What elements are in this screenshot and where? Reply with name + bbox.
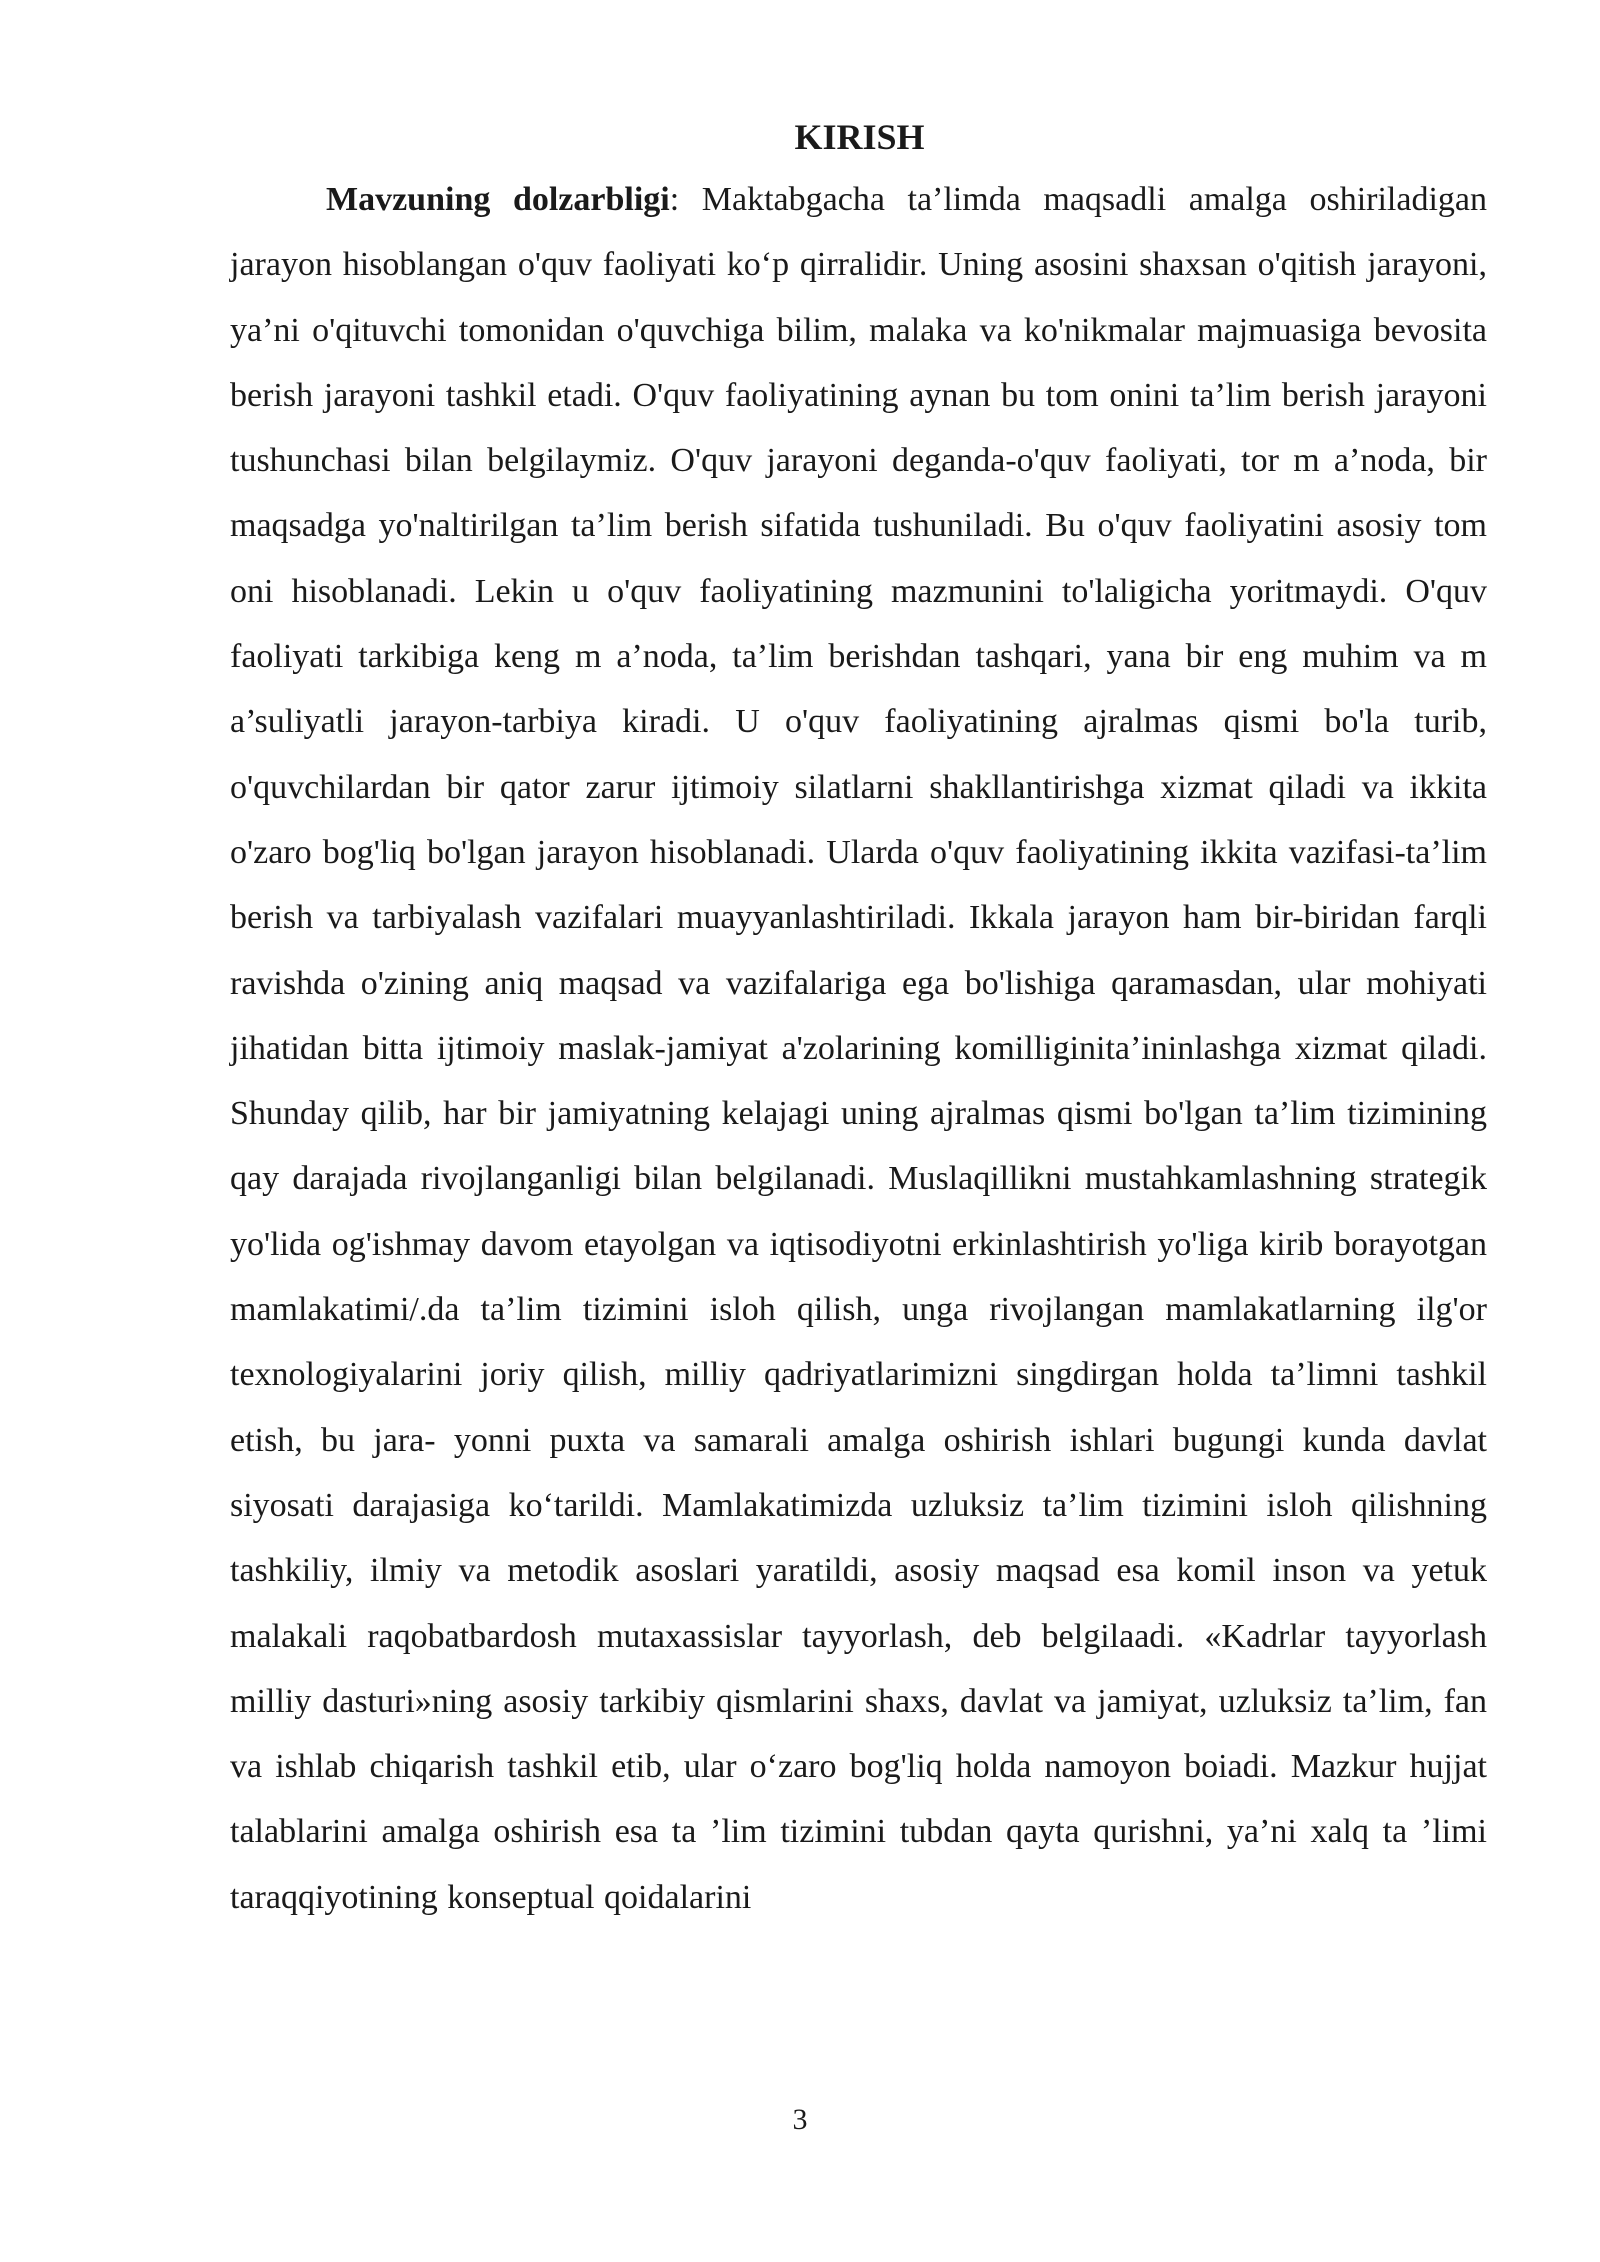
paragraph-text: Maktabgacha ta’limda maqsadli amalga oshiriladigan jarayon hisoblangan o'quv faoliyati ko‘p qirralidir. Uning asosini shaxsan o'qitish jarayoni, ya’ni o'qituvchi tomonidan o'quvchiga bilim, malaka va ko'nikmalar majmuasiga bevosita berish jarayoni tashkil etadi. O'quv faoliyatining aynan bu tom onini ta’lim berish jarayoni tushunchasi bilan belgilaymiz. O'quv jarayoni deganda-o'quv faoliyati, tor m a’noda, bir maqsadga yo'naltirilgan ta’lim berish sifatida tushuniladi. Bu o'quv faoliyatini asosiy tom oni hisoblanadi. Lekin u o'quv faoliyatining mazmunini to'laligicha yoritmaydi. O'quv faoliyati tarkibiga keng m a’noda, ta’lim berishdan tashqari, yana bir eng muhim va m a’suliyatli jarayon-tarbiya kiradi. U o'quv faoliyatining ajralmas qismi bo'la turib, o'quvchilardan bir qator zarur ijtimoiy silatlarni shakllantirishga xizmat qiladi va ikkita o'zaro bog'liq bo'lgan jarayon hisoblanadi. Ularda o'quv faoliyatining ikkita vazifasi-ta’lim berish va tarbiyalash vazifalari muayyanlashtiriladi. Ikkala jarayon ham bir-biridan farqli ravishda o'zining aniq maqsad va vazifalariga ega bo'lishiga qaramasdan, ular mohiyati jihatidan bitta ijtimoiy maslak-jamiyat a'zolarining komilliginita’ininlashga xizmat qiladi. Shunday qilib, har bir jamiyatning kelajagi uning ajralmas qismi bo'lgan ta’lim tizimining qay darajada rivojlanganligi bilan belgilanadi. Muslaqillikni mustahkamlashning strategik yo'lida og'ishmay davom etayolgan va iqtisodiyotni erkinlashtirish yo'liga kirib borayotgan mamlakatimi/.da ta’lim tizimini isloh qilish, unga rivojlangan mamlakatlarning ilg'or texnologiyalarini joriy qilish, milliy qadriyatlarimizni singdirgan holda ta’limni tashkil etish, bu jara- yonni puxta va samarali amalga oshirish ishlari bugungi kunda davlat siyosati darajasiga ko‘tarildi. Mamlakatimizda uzluksiz ta’lim tizimini isloh qilishning tashkiliy, ilmiy va metodik asoslari yaratildi, asosiy maqsad esa komil inson va yetuk malakali raqobatbardosh mutaxassislar tayyorlash, deb belgilaadi. «Kadrlar tayyorlash milliy dasturi»ning asosiy tarkibiy qismlarini shaxs, davlat va jamiyat, uzluksiz ta’lim, fan va ishlab chiqarish tashkil etib, ular o‘zaro bog'liq holda namoyon boiadi. Mazkur hujjat talablarini amalga oshirish esa ta ’lim tizimini tubdan qayta qurishni, ya’ni xalq ta ’limi taraqqiyotining konseptual qoidalarini	[230, 181, 1488, 1916]
topic-relevance-label: Mavzuning dolzarbligi	[326, 181, 670, 218]
page-number: 3	[792, 2103, 808, 2136]
body-paragraph	[230, 167, 1487, 1930]
label-separator: :	[669, 181, 680, 218]
page-content	[230, 112, 1487, 1930]
section-title: KIRISH	[794, 117, 925, 157]
